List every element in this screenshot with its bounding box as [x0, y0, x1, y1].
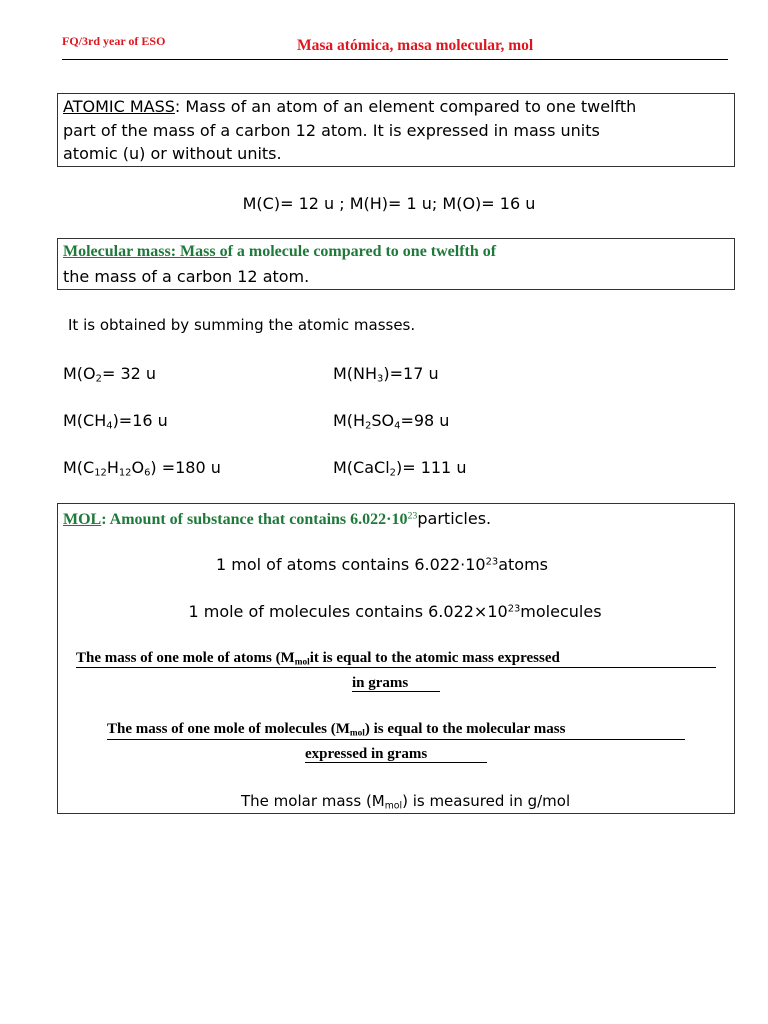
molecules-mass-underline-1 — [107, 739, 685, 740]
atomic-mass-def-1: Mass of an atom of an element compared to one twelfth — [185, 97, 637, 116]
mol-molecules-line: 1 mole of molecules contains $6.022\times 10^{23}molecules$ — [188, 602, 602, 621]
atomic-mass-line-1 — [63, 97, 636, 116]
atoms-mass-line-1: The mass of one mole of atoms ($M_{mol}it$ is equal to the atomic mass expressed — [76, 650, 560, 668]
molecular-mass-line-1 — [63, 243, 496, 261]
formula-cacl2: M(CaCl$_2$)= 111 u — [333, 458, 467, 479]
mol-definition: MOL: Amount of substance that contains $6.022\cdot 10^{23}particles$. — [63, 509, 492, 528]
page-title: Masa atómica, masa molecular, mol — [297, 37, 534, 54]
molecules-mass-line-2: expressed in grams — [305, 746, 428, 762]
course-label: FQ/3rd year of ESO — [62, 34, 166, 48]
molar-mass-line: The molar mass $(M_{mol})$ is measured in g/mol — [241, 792, 571, 812]
formula-nh3: $M(NH_3)=17$ u — [333, 364, 439, 385]
atomic-mass-term: ATOMIC MASS — [63, 97, 175, 116]
atoms-mass-underline-1 — [76, 667, 716, 668]
atomic-mass-examples: M(C)= 12 u ; M(H)= 1 u; M(O)= 16 u — [242, 194, 536, 213]
formula-glucose: $M(C_{12}H_{12}O_6) =180$ u — [63, 458, 221, 479]
atoms-mass-underline-2 — [352, 691, 440, 692]
mol-atoms-line: 1 mol of atoms contains $6.022\cdot 10^{23}atoms$ — [215, 555, 549, 574]
molecules-mass-underline-2 — [305, 762, 487, 763]
atoms-mass-line-2: in grams — [352, 675, 409, 691]
molecular-mass-line-2: the mass of a carbon 12 atom. — [63, 267, 310, 286]
header-rule — [62, 59, 728, 60]
molecules-mass-line-1: The mass of one mole of molecules $(M_{mol})$ is equal to the molecular mass — [107, 721, 566, 739]
atomic-mass-line-2: part of the mass of a carbon 12 atom. It is expressed in mass units — [63, 121, 600, 140]
mol-def: : Amount of substance that contains 6.022·10 — [101, 511, 408, 528]
atomic-mass-line-3: atomic (u) or without units. — [63, 144, 282, 163]
molecular-mass-def-1: f a molecule compared to one twelfth of — [227, 243, 497, 260]
molecular-mass-note: It is obtained by summing the atomic masses. — [68, 316, 416, 334]
mol-term: MOL — [63, 511, 102, 528]
atomic-mass-colon: : — [174, 97, 181, 116]
formula-ch4: $M(CH_4)=16$ u — [63, 411, 168, 432]
molecular-mass-term: Molecular mass: Mass o — [63, 243, 228, 260]
formula-o2: $M(O_2= 32$ u — [63, 364, 157, 385]
formula-h2so4: $M(H_2SO_4=98$ u — [333, 411, 450, 432]
